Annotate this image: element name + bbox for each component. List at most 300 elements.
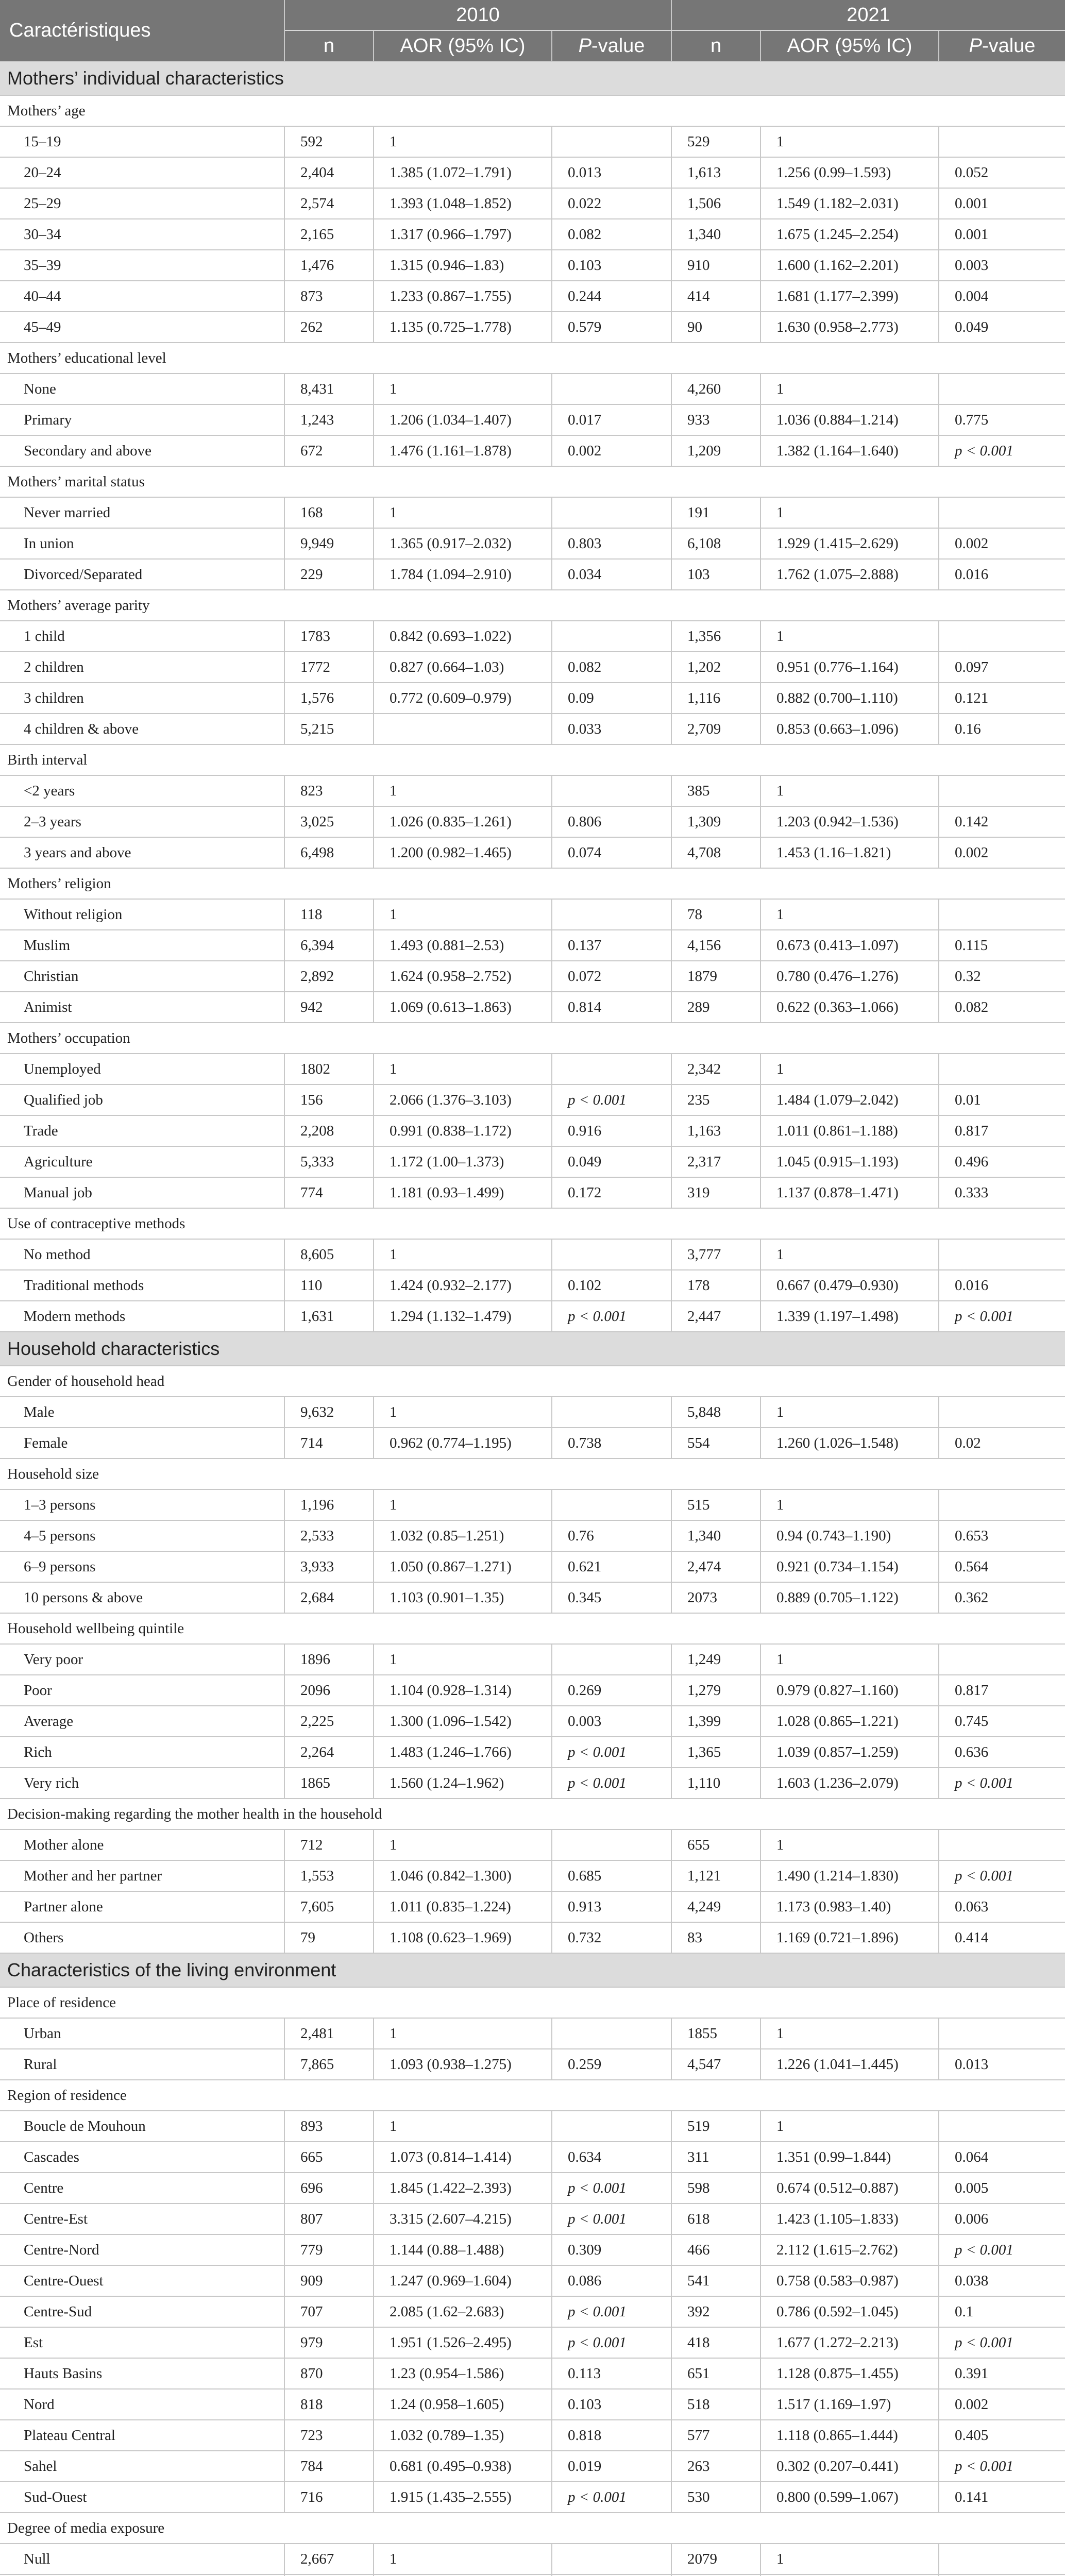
pvalue-2021: 0.006 [939,2204,1065,2234]
table-row [0,312,1065,343]
table-row [0,559,1065,590]
n-2021: 933 [671,404,760,435]
n-2021: 518 [671,2389,760,2420]
group-row [0,2080,1065,2111]
aor-2010: 1 [374,1829,552,1860]
pvalue-2021: 0.052 [939,157,1065,188]
n-2021: 1,340 [671,219,760,250]
group-row [0,1459,1065,1489]
category-label: 2–3 years [0,806,284,837]
aor-2010: 1.104 (0.928–1.314) [374,1675,552,1706]
pvalue-2021 [939,2018,1065,2049]
pvalue-2010: 0.806 [552,806,671,837]
aor-2021: 1.453 (1.16–1.821) [760,837,939,868]
table-row [0,2204,1065,2234]
n-2021: 1,506 [671,188,760,219]
category-label: 1 child [0,621,284,652]
section-title: Characteristics of the living environment [0,1953,1065,1987]
category-label: Centre-Est [0,2204,284,2234]
n-2021: 1,613 [671,157,760,188]
n-2010: 229 [284,559,374,590]
pvalue-2021: 0.013 [939,2049,1065,2080]
col-n-2010: n [284,30,374,61]
header-label: Caractéristiques [0,0,284,61]
table-row [0,1829,1065,1860]
n-2010: 979 [284,2327,374,2358]
pvalue-2010 [552,1054,671,1084]
aor-2021: 1 [760,2544,939,2574]
aor-2021: 0.622 (0.363–1.066) [760,992,939,1023]
aor-2021: 0.786 (0.592–1.045) [760,2296,939,2327]
aor-2021: 1.137 (0.878–1.471) [760,1177,939,1208]
group-title: Household size [0,1459,1065,1489]
aor-2010: 1.181 (0.93–1.499) [374,1177,552,1208]
n-2010: 9,632 [284,1397,374,1428]
aor-2021: 0.758 (0.583–0.987) [760,2265,939,2296]
n-2010: 7,605 [284,1891,374,1922]
table-row [0,1428,1065,1459]
pvalue-2010 [552,497,671,528]
pvalue-2010: 0.082 [552,652,671,683]
pvalue-2021: 0.16 [939,714,1065,744]
aor-2010: 1.784 (1.094–2.910) [374,559,552,590]
category-label: Rich [0,1737,284,1768]
group-title: Mothers’ marital status [0,466,1065,497]
pvalue-2021: 0.653 [939,1520,1065,1551]
n-2010: 2,533 [284,1520,374,1551]
aor-2010: 1 [374,1644,552,1675]
pvalue-2021: 0.1 [939,2296,1065,2327]
n-2010: 807 [284,2204,374,2234]
aor-2021: 1 [760,1054,939,1084]
aor-2021: 1.517 (1.169–1.97) [760,2389,939,2420]
pvalue-2021: 0.002 [939,837,1065,868]
n-2021: 6,108 [671,528,760,559]
n-2021: 1,399 [671,1706,760,1737]
pvalue-2010: 0.634 [552,2142,671,2173]
n-2010: 3,933 [284,1551,374,1582]
aor-2021: 1 [760,126,939,157]
aor-2010: 1.317 (0.966–1.797) [374,219,552,250]
n-2010: 672 [284,435,374,466]
pvalue-2010 [552,2018,671,2049]
n-2021: 1,121 [671,1860,760,1891]
n-2021: 392 [671,2296,760,2327]
n-2010: 723 [284,2420,374,2451]
n-2010: 774 [284,1177,374,1208]
n-2010: 2,574 [284,188,374,219]
pvalue-2021: 0.016 [939,1270,1065,1301]
pvalue-2021: 0.496 [939,1146,1065,1177]
aor-2010: 1 [374,374,552,404]
table-row [0,775,1065,806]
aor-2021: 1.675 (1.245–2.254) [760,219,939,250]
pvalue-2010: p < 0.001 [552,1084,671,1115]
pvalue-2021: 0.097 [939,652,1065,683]
table-row [0,1177,1065,1208]
category-label: Others [0,1922,284,1953]
table-row [0,497,1065,528]
n-2021: 235 [671,1084,760,1115]
pvalue-2010 [552,374,671,404]
category-label: Very poor [0,1644,284,1675]
aor-2010: 1.206 (1.034–1.407) [374,404,552,435]
pvalue-2021: 0.004 [939,281,1065,312]
n-2010: 2,667 [284,2544,374,2574]
aor-2010: 1 [374,2018,552,2049]
aor-2021: 1.011 (0.861–1.188) [760,1115,939,1146]
group-row [0,1613,1065,1644]
pvalue-2010: 0.738 [552,1428,671,1459]
pvalue-2021: p < 0.001 [939,435,1065,466]
n-2021: 263 [671,2451,760,2482]
n-2021: 311 [671,2142,760,2173]
aor-2021: 1 [760,1829,939,1860]
n-2010: 1802 [284,1054,374,1084]
pvalue-2010 [552,1829,671,1860]
n-2010: 1,576 [284,683,374,714]
group-title: Place of residence [0,1987,1065,2018]
pvalue-2021 [939,2111,1065,2142]
table-row [0,2173,1065,2204]
category-label: Manual job [0,1177,284,1208]
pvalue-2010: p < 0.001 [552,1768,671,1799]
pvalue-2021: 0.01 [939,1084,1065,1115]
aor-2010: 1.233 (0.867–1.755) [374,281,552,312]
header-year-2021: 2021 [671,0,1065,30]
n-2010: 1,243 [284,404,374,435]
pvalue-2010: 0.916 [552,1115,671,1146]
aor-2021: 0.674 (0.512–0.887) [760,2173,939,2204]
aor-2021: 1.118 (0.865–1.444) [760,2420,939,2451]
n-2010: 2,481 [284,2018,374,2049]
aor-2010: 1.103 (0.901–1.35) [374,1582,552,1613]
n-2021: 1,340 [671,1520,760,1551]
n-2010: 5,215 [284,714,374,744]
n-2010: 1,476 [284,250,374,281]
table-row [0,714,1065,744]
n-2021: 577 [671,2420,760,2451]
table-row [0,1115,1065,1146]
aor-2021: 0.94 (0.743–1.190) [760,1520,939,1551]
aor-2010: 0.962 (0.774–1.195) [374,1428,552,1459]
category-label: Null [0,2544,284,2574]
category-label: 30–34 [0,219,284,250]
category-label: Qualified job [0,1084,284,1115]
table-row [0,2296,1065,2327]
category-label: Modern methods [0,1301,284,1332]
n-2010: 2096 [284,1675,374,1706]
pvalue-2021 [939,775,1065,806]
category-label: <2 years [0,775,284,806]
category-label: Agriculture [0,1146,284,1177]
aor-2021: 1.677 (1.272–2.213) [760,2327,939,2358]
pvalue-2010: 0.017 [552,404,671,435]
pvalue-2010: 0.244 [552,281,671,312]
n-2021: 1855 [671,2018,760,2049]
category-label: No method [0,1239,284,1270]
pvalue-2021: 0.016 [939,559,1065,590]
n-2021: 1,116 [671,683,760,714]
n-2021: 2,709 [671,714,760,744]
pvalue-2010: 0.259 [552,2049,671,2080]
section-row [0,61,1065,95]
aor-2010: 1.315 (0.946–1.83) [374,250,552,281]
aor-2010: 1 [374,775,552,806]
n-2010: 2,208 [284,1115,374,1146]
group-title: Household wellbeing quintile [0,1613,1065,1644]
n-2010: 716 [284,2482,374,2513]
pvalue-2010: 0.913 [552,1891,671,1922]
n-2021: 418 [671,2327,760,2358]
category-label: Plateau Central [0,2420,284,2451]
n-2010: 2,165 [284,219,374,250]
pvalue-2021: 0.636 [939,1737,1065,1768]
n-2021: 651 [671,2358,760,2389]
pvalue-2010 [552,621,671,652]
aor-2021: 1.128 (0.875–1.455) [760,2358,939,2389]
pvalue-2010: 0.814 [552,992,671,1023]
n-2021: 1,279 [671,1675,760,1706]
n-2010: 5,333 [284,1146,374,1177]
p-suffix: -value [982,35,1036,57]
aor-2010: 1.476 (1.161–1.878) [374,435,552,466]
n-2010: 1896 [284,1644,374,1675]
aor-2021: 1.039 (0.857–1.259) [760,1737,939,1768]
n-2021: 655 [671,1829,760,1860]
n-2021: 289 [671,992,760,1023]
group-title: Mothers’ age [0,95,1065,126]
pvalue-2010: 0.086 [552,2265,671,2296]
category-label: Primary [0,404,284,435]
n-2010: 1865 [284,1768,374,1799]
n-2021: 191 [671,497,760,528]
pvalue-2010 [552,899,671,930]
pvalue-2010: p < 0.001 [552,2482,671,2513]
n-2021: 83 [671,1922,760,1953]
pvalue-2021: 0.817 [939,1675,1065,1706]
aor-2010: 0.772 (0.609–0.979) [374,683,552,714]
aor-2021: 1.929 (1.415–2.629) [760,528,939,559]
category-label: Muslim [0,930,284,961]
n-2021: 541 [671,2265,760,2296]
aor-2010: 1.365 (0.917–2.032) [374,528,552,559]
table-row [0,1397,1065,1428]
pvalue-2021: 0.362 [939,1582,1065,1613]
table-row [0,1054,1065,1084]
pvalue-2021: p < 0.001 [939,2451,1065,2482]
category-label: Animist [0,992,284,1023]
pvalue-2010: 0.621 [552,1551,671,1582]
aor-2010: 1 [374,2111,552,2142]
n-2021: 2073 [671,1582,760,1613]
category-label: 15–19 [0,126,284,157]
pvalue-2010: p < 0.001 [552,2296,671,2327]
aor-2010: 1.135 (0.725–1.778) [374,312,552,343]
group-title: Region of residence [0,2080,1065,2111]
table-row [0,2420,1065,2451]
n-2021: 2,342 [671,1054,760,1084]
category-label: Christian [0,961,284,992]
pvalue-2021: p < 0.001 [939,1860,1065,1891]
pvalue-2010 [552,126,671,157]
aor-2021: 1.028 (0.865–1.221) [760,1706,939,1737]
n-2021: 1,309 [671,806,760,837]
n-2010: 942 [284,992,374,1023]
aor-2010: 1.294 (1.132–1.479) [374,1301,552,1332]
n-2010: 110 [284,1270,374,1301]
pvalue-2021 [939,1397,1065,1428]
pvalue-2021: 0.001 [939,188,1065,219]
aor-2010: 1.050 (0.867–1.271) [374,1551,552,1582]
aor-2010: 1.073 (0.814–1.414) [374,2142,552,2173]
category-label: 40–44 [0,281,284,312]
n-2010: 9,949 [284,528,374,559]
aor-2021: 0.853 (0.663–1.096) [760,714,939,744]
table-row [0,404,1065,435]
n-2021: 3,777 [671,1239,760,1270]
aor-2010: 1.24 (0.958–1.605) [374,2389,552,2420]
table-row [0,250,1065,281]
group-title: Mothers’ occupation [0,1023,1065,1054]
col-pvalue-2021 [939,30,1065,61]
pvalue-2010: 0.309 [552,2234,671,2265]
pvalue-2021: 0.005 [939,2173,1065,2204]
group-row [0,466,1065,497]
p-letter: P [578,35,591,57]
category-label: 20–24 [0,157,284,188]
pvalue-2021: 0.775 [939,404,1065,435]
category-label: 3 children [0,683,284,714]
aor-2010: 1 [374,126,552,157]
pvalue-2021 [939,1489,1065,1520]
aor-2021: 1.036 (0.884–1.214) [760,404,939,435]
aor-2010: 1.424 (0.932–2.177) [374,1270,552,1301]
aor-2010: 1 [374,899,552,930]
aor-2021: 0.800 (0.599–1.067) [760,2482,939,2513]
table-row [0,374,1065,404]
table-row [0,188,1065,219]
pvalue-2010 [552,2544,671,2574]
aor-2010: 1.915 (1.435–2.555) [374,2482,552,2513]
n-2021: 466 [671,2234,760,2265]
pvalue-2021: 0.745 [939,1706,1065,1737]
n-2021: 1879 [671,961,760,992]
table-row [0,837,1065,868]
table-row [0,1860,1065,1891]
category-label: Female [0,1428,284,1459]
aor-2010: 1.011 (0.835–1.224) [374,1891,552,1922]
n-2010: 1,196 [284,1489,374,1520]
group-title: Mothers’ educational level [0,343,1065,374]
n-2021: 618 [671,2204,760,2234]
pvalue-2010: 0.269 [552,1675,671,1706]
pvalue-2021 [939,1829,1065,1860]
pvalue-2021: 0.001 [939,219,1065,250]
aor-2010: 1.093 (0.938–1.275) [374,2049,552,2080]
pvalue-2021: 0.115 [939,930,1065,961]
aor-2021: 0.889 (0.705–1.122) [760,1582,939,1613]
n-2021: 414 [671,281,760,312]
pvalue-2021: 0.082 [939,992,1065,1023]
aor-2021: 1 [760,2018,939,2049]
aor-2010: 0.842 (0.693–1.022) [374,621,552,652]
n-2021: 1,209 [671,435,760,466]
category-label: Nord [0,2389,284,2420]
aor-2021: 1 [760,374,939,404]
pvalue-2021: 0.414 [939,1922,1065,1953]
table-row [0,899,1065,930]
n-2010: 262 [284,312,374,343]
pvalue-2021: 0.064 [939,2142,1065,2173]
aor-2021: 1.681 (1.177–2.399) [760,281,939,312]
table-row [0,2358,1065,2389]
table-row [0,2111,1065,2142]
n-2010: 818 [284,2389,374,2420]
aor-2021: 0.302 (0.207–0.441) [760,2451,939,2482]
pvalue-2021: p < 0.001 [939,1301,1065,1332]
aor-2021: 1.173 (0.983–1.40) [760,1891,939,1922]
aor-2021: 1 [760,1397,939,1428]
pvalue-2010: 0.172 [552,1177,671,1208]
table-row [0,1239,1065,1270]
table-row [0,2389,1065,2420]
pvalue-2010: 0.818 [552,2420,671,2451]
n-2021: 2,474 [671,1551,760,1582]
table-row [0,281,1065,312]
aor-2010: 1.069 (0.613–1.863) [374,992,552,1023]
n-2010: 870 [284,2358,374,2389]
pvalue-2021: p < 0.001 [939,1768,1065,1799]
aor-2010: 1.172 (1.00–1.373) [374,1146,552,1177]
col-pvalue-2010 [552,30,671,61]
n-2010: 696 [284,2173,374,2204]
n-2010: 1783 [284,621,374,652]
pvalue-2010: 0.022 [552,188,671,219]
aor-2021: 1 [760,899,939,930]
pvalue-2010: 0.685 [552,1860,671,1891]
n-2021: 5,848 [671,1397,760,1428]
col-aor-2010: AOR (95% IC) [374,30,552,61]
aor-2021: 1.423 (1.105–1.833) [760,2204,939,2234]
n-2021: 598 [671,2173,760,2204]
pvalue-2010: 0.019 [552,2451,671,2482]
pvalue-2010: 0.103 [552,2389,671,2420]
category-label: 4 children & above [0,714,284,744]
table-row [0,2142,1065,2173]
aor-2021: 1.600 (1.162–2.201) [760,250,939,281]
pvalue-2010: 0.345 [552,1582,671,1613]
category-label: None [0,374,284,404]
n-2010: 592 [284,126,374,157]
pvalue-2010: p < 0.001 [552,1301,671,1332]
group-title: Birth interval [0,744,1065,775]
table-row [0,961,1065,992]
table-row [0,1675,1065,1706]
pvalue-2021 [939,899,1065,930]
aor-2010: 1.951 (1.526–2.495) [374,2327,552,2358]
group-title: Mothers’ average parity [0,590,1065,621]
n-2021: 1,110 [671,1768,760,1799]
n-2010: 156 [284,1084,374,1115]
aor-2021: 0.882 (0.700–1.110) [760,683,939,714]
n-2010: 714 [284,1428,374,1459]
table-row [0,1489,1065,1520]
n-2010: 118 [284,899,374,930]
aor-2010: 1.032 (0.85–1.251) [374,1520,552,1551]
table-body [0,61,1065,2576]
group-title: Degree of media exposure [0,2513,1065,2544]
